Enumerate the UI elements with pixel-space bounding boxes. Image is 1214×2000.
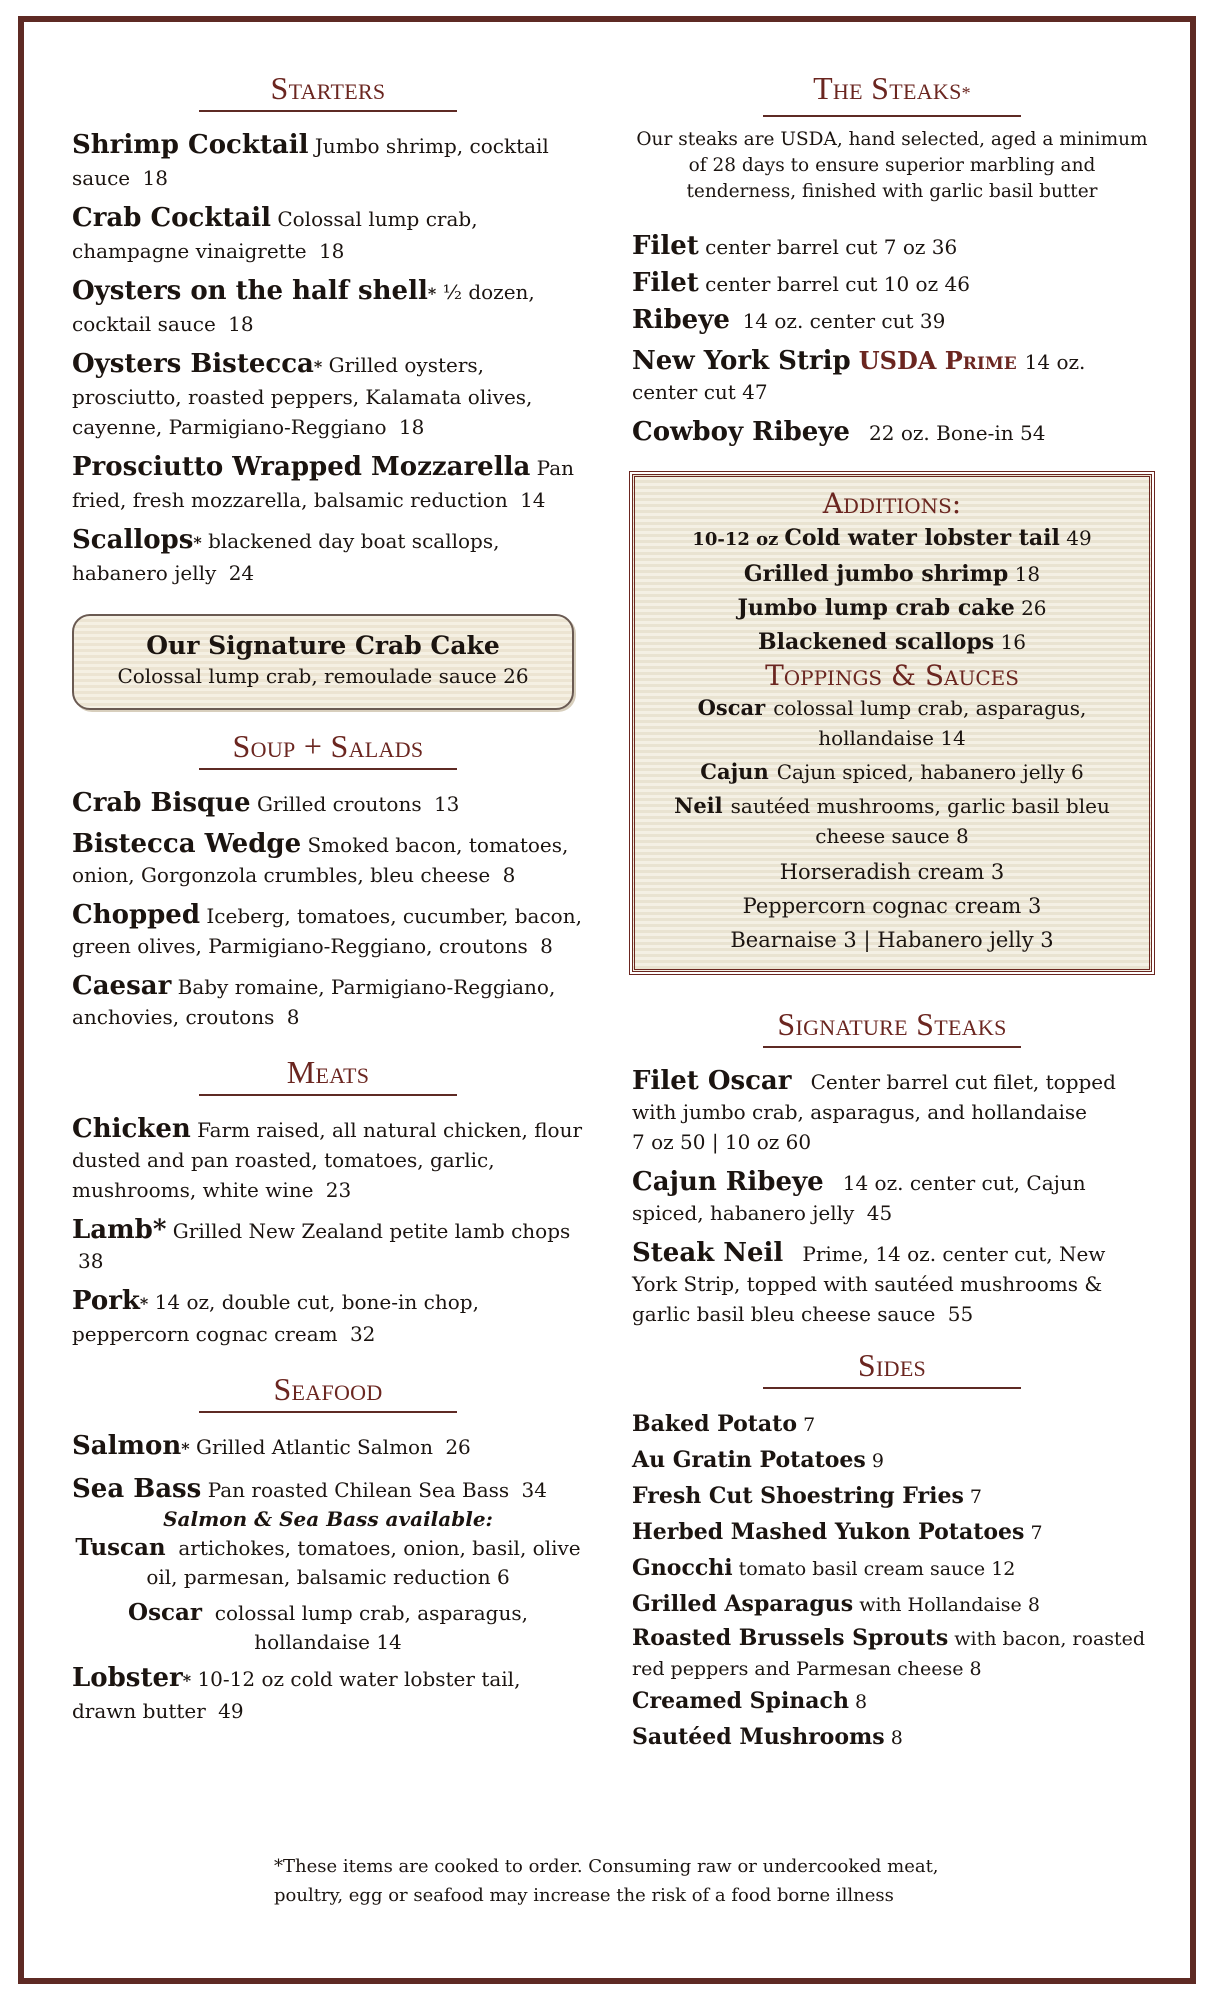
item-price: 18 bbox=[318, 239, 345, 263]
addition-item: Jumbo lump crab cake 26 bbox=[737, 595, 1047, 621]
topping-item: Peppercorn cognac cream 3 bbox=[742, 894, 1042, 918]
item-desc: Grilled New Zealand petite lamb chops bbox=[172, 1219, 571, 1243]
side-item: Roasted Brussels Sprouts with bacon, roasted red peppers and Parmesan cheese 8 bbox=[632, 1625, 1146, 1680]
item-name: Tuscan bbox=[75, 1534, 166, 1561]
addition-item: Grilled jumbo shrimp 18 bbox=[743, 561, 1041, 587]
menu-item: Oysters on the half shell* ½ dozen, cocktail sauce 18 bbox=[72, 276, 535, 336]
item-name: Lamb* bbox=[72, 1215, 167, 1245]
signature-crab-cake-box bbox=[72, 614, 574, 710]
item-desc: Jumbo shrimp, cocktail sauce bbox=[72, 134, 549, 190]
item-desc: 10-12 oz cold water lobster tail, drawn butter bbox=[72, 1667, 521, 1723]
item-name: Chopped bbox=[72, 900, 201, 930]
item-desc: Pan fried, fresh mozzarella, balsamic reduction bbox=[72, 456, 575, 512]
menu-item bbox=[72, 1533, 584, 1592]
item-name: Prosciutto Wrapped Mozzarella bbox=[72, 452, 531, 482]
menu-item bbox=[632, 1167, 1152, 1228]
item-desc: ½ dozen, cocktail sauce bbox=[72, 280, 535, 336]
footnote-line: *These items are cooked to order. Consuming raw or undercooked meat, bbox=[274, 1856, 939, 1877]
right-column bbox=[632, 70, 1152, 1756]
item-desc: Baby romaine, Parmigiano-Reggiano, anchovies, croutons bbox=[72, 975, 556, 1029]
item-name: Cowboy Ribeye bbox=[632, 417, 850, 447]
item-desc: 14 oz. center cut 39 bbox=[742, 309, 946, 333]
item-price: 24 bbox=[228, 561, 255, 585]
item-desc: center barrel cut 7 oz 36 bbox=[705, 235, 958, 259]
item-desc: artichokes, tomatoes, onion, basil, olive oil, parmesan, balsamic reduction 6 bbox=[146, 1536, 581, 1589]
item-name: Bistecca Wedge bbox=[72, 829, 302, 859]
item-price: 8 bbox=[502, 863, 516, 887]
item-desc: Grilled Atlantic Salmon bbox=[196, 1435, 433, 1459]
item-price: 26 bbox=[445, 1435, 471, 1459]
available-label: Salmon & Sea Bass available: bbox=[163, 1507, 493, 1531]
menu-item bbox=[632, 1066, 1152, 1157]
menu-item bbox=[632, 346, 1152, 407]
left-column bbox=[72, 70, 584, 1736]
side-item: Au Gratin Potatoes 9 bbox=[632, 1447, 884, 1473]
item-price: 14 bbox=[520, 488, 546, 512]
signature-desc: Colossal lump crab, remoulade sauce 26 bbox=[117, 664, 529, 688]
menu-item: Pork* 14 oz, double cut, bone-in chop, peppercorn cognac cream 32 bbox=[72, 1286, 479, 1346]
item-desc: 14 oz, double cut, bone-in chop, peppercorn cognac cream bbox=[72, 1290, 479, 1346]
item-name: Steak Neil bbox=[632, 1238, 784, 1268]
sides-title: Sides bbox=[857, 1347, 927, 1383]
steaks-title: The Steaks* bbox=[813, 70, 971, 106]
item-name: Oysters on the half shell bbox=[72, 276, 428, 306]
item-name: Ribeye bbox=[632, 305, 730, 335]
item-name: Shrimp Cocktail bbox=[72, 130, 309, 160]
menu-item bbox=[632, 268, 1152, 299]
item-name: Cajun Ribeye bbox=[632, 1167, 824, 1197]
addition-item: 10-12 oz Cold water lobster tail 49 bbox=[692, 525, 1092, 551]
item-desc: 22 oz. Bone-in 54 bbox=[869, 421, 1046, 445]
item-name: Pork bbox=[72, 1286, 140, 1316]
item-price: 34 bbox=[521, 1478, 547, 1502]
addition-item: Blackened scallops 16 bbox=[758, 629, 1026, 655]
menu-item bbox=[72, 900, 584, 961]
menu-item: Scallops* blackened day boat scallops, habanero jelly 24 bbox=[72, 525, 500, 585]
item-name: Crab Cocktail bbox=[72, 203, 271, 233]
title-rule bbox=[763, 115, 1021, 117]
item-name: Filet bbox=[632, 268, 699, 298]
item-name: Salmon bbox=[72, 1431, 182, 1461]
seafood-title: Seafood bbox=[273, 1371, 383, 1407]
menu-item: Lobster* 10-12 oz cold water lobster tail, drawn butter 49 bbox=[72, 1663, 521, 1723]
toppings-title: Toppings & Sauces bbox=[765, 659, 1019, 692]
item-desc: colossal lump crab, asparagus, hollandaise 14 bbox=[214, 1601, 528, 1654]
item-price: 38 bbox=[78, 1249, 104, 1273]
menu-item: Salmon* Grilled Atlantic Salmon 26 bbox=[72, 1431, 471, 1461]
menu-item bbox=[72, 1215, 584, 1276]
item-price: 13 bbox=[433, 792, 460, 816]
item-price: 8 bbox=[540, 934, 553, 958]
menu-item bbox=[72, 1598, 584, 1657]
item-price: 18 bbox=[142, 166, 168, 190]
item-name: Oscar bbox=[128, 1599, 203, 1626]
menu-item bbox=[632, 417, 1152, 448]
starters-title: Starters bbox=[270, 70, 386, 106]
side-item: Fresh Cut Shoestring Fries 7 bbox=[632, 1483, 982, 1509]
title-rule bbox=[763, 1046, 1021, 1048]
title-rule bbox=[763, 1387, 1021, 1389]
side-item: Sautéed Mushrooms 8 bbox=[632, 1724, 903, 1750]
title-rule bbox=[199, 768, 457, 770]
item-desc: Farm raised, all natural chicken, flour dusted and pan roasted, tomatoes, garlic, mushrooms, white wine bbox=[72, 1118, 583, 1202]
menu-item bbox=[72, 130, 584, 193]
additions-title: Additions: bbox=[822, 487, 962, 520]
topping-item: Horseradish cream 3 bbox=[779, 860, 1005, 884]
item-desc: Grilled croutons bbox=[256, 792, 422, 816]
item-name: Filet Oscar bbox=[632, 1066, 792, 1096]
menu-item bbox=[72, 829, 584, 890]
item-price: 8 bbox=[286, 1005, 300, 1029]
item-desc: 14 oz. center cut 47 bbox=[632, 350, 1086, 404]
item-name: Chicken bbox=[72, 1114, 191, 1144]
side-item: Herbed Mashed Yukon Potatoes 7 bbox=[632, 1519, 1043, 1545]
item-price: 18 bbox=[228, 312, 254, 336]
item-name: Crab Bisque bbox=[72, 788, 251, 818]
menu-item bbox=[72, 788, 584, 819]
prime-badge: USDA Prime bbox=[858, 346, 1017, 375]
item-name: Filet bbox=[632, 231, 699, 261]
side-item: Gnocchi tomato basil cream sauce 12 bbox=[632, 1555, 1016, 1581]
additions-box bbox=[632, 474, 1152, 972]
item-price: 55 bbox=[947, 1302, 974, 1326]
item-price: 45 bbox=[866, 1201, 893, 1225]
item-price: 23 bbox=[325, 1178, 352, 1202]
item-price: 7 oz 50 | 10 oz 60 bbox=[632, 1130, 812, 1154]
item-price: 18 bbox=[398, 415, 425, 439]
item-name: New York Strip bbox=[632, 346, 851, 376]
signature-title: Our Signature Crab Cake bbox=[146, 631, 500, 660]
menu-item bbox=[72, 203, 584, 266]
meats-title: Meats bbox=[286, 1054, 370, 1090]
topping-item: Neil sautéed mushrooms, garlic basil bleu cheese sauce 8 bbox=[674, 793, 1110, 848]
item-price: 32 bbox=[349, 1322, 376, 1346]
item-desc: Prime, 14 oz. center cut, New York Strip, topped with sautéed mushrooms & garlic basil bleu cheese sauce bbox=[632, 1242, 1106, 1326]
menu-item bbox=[72, 1474, 584, 1505]
menu-item bbox=[632, 231, 1152, 262]
item-name: Lobster bbox=[72, 1663, 183, 1693]
item-desc: 14 oz. center cut, Cajun spiced, habanero jelly bbox=[632, 1171, 1086, 1225]
menu-item bbox=[72, 452, 584, 515]
topping-item: Bearnaise 3 | Habanero jelly 3 bbox=[730, 928, 1054, 952]
title-rule bbox=[199, 1411, 457, 1413]
menu-item: Oysters Bistecca* Grilled oysters, prosciutto, roasted peppers, Kalamata olives, cayenne, Parmigiano-Reggiano 18 bbox=[72, 349, 533, 439]
item-desc: Smoked bacon, tomatoes, onion, Gorgonzola crumbles, bleu cheese bbox=[72, 833, 569, 887]
item-desc: blackened day boat scallops, habanero jelly bbox=[72, 529, 500, 585]
item-desc: Grilled oysters, prosciutto, roasted peppers, Kalamata olives, cayenne, Parmigiano-Reggiano bbox=[72, 353, 533, 439]
item-desc: Iceberg, tomatoes, cucumber, bacon, green olives, Parmigiano-Reggiano, croutons bbox=[72, 904, 582, 958]
side-item: Grilled Asparagus with Hollandaise 8 bbox=[632, 1591, 1040, 1617]
item-name: Oysters Bistecca bbox=[72, 349, 314, 379]
menu-item bbox=[72, 1114, 584, 1205]
title-rule bbox=[199, 1094, 457, 1096]
menu-item bbox=[632, 1238, 1152, 1329]
item-desc: center barrel cut 10 oz 46 bbox=[705, 272, 970, 296]
menu-item bbox=[72, 971, 584, 1032]
menu-item bbox=[632, 305, 1152, 336]
footnote bbox=[274, 1852, 974, 1910]
item-desc: Center barrel cut filet, topped with jumbo crab, asparagus, and hollandaise bbox=[632, 1070, 1116, 1124]
side-item: Creamed Spinach 8 bbox=[632, 1688, 868, 1714]
side-item: Baked Potato 7 bbox=[632, 1411, 816, 1437]
item-price: 49 bbox=[218, 1699, 244, 1723]
item-name: Caesar bbox=[72, 971, 172, 1001]
item-name: Scallops bbox=[72, 525, 194, 555]
signature-steaks-title: Signature Steaks bbox=[777, 1006, 1007, 1042]
topping-item: Oscar colossal lump crab, asparagus, hollandaise 14 bbox=[697, 695, 1087, 750]
footnote-line: poultry, egg or seafood may increase the risk of a food borne illness bbox=[274, 1885, 894, 1906]
soup-salads-title: Soup + Salads bbox=[232, 728, 424, 764]
item-name: Sea Bass bbox=[72, 1474, 202, 1504]
topping-item: Cajun Cajun spiced, habanero jelly 6 bbox=[700, 759, 1084, 784]
item-desc: Colossal lump crab, champagne vinaigrette bbox=[72, 207, 478, 263]
title-rule bbox=[199, 110, 457, 112]
item-desc: Pan roasted Chilean Sea Bass bbox=[207, 1478, 510, 1502]
steaks-intro: Our steaks are USDA, hand selected, aged a minimum of 28 days to ensure superior marbling and tenderness, finished with garlic basil butter bbox=[636, 129, 1148, 202]
